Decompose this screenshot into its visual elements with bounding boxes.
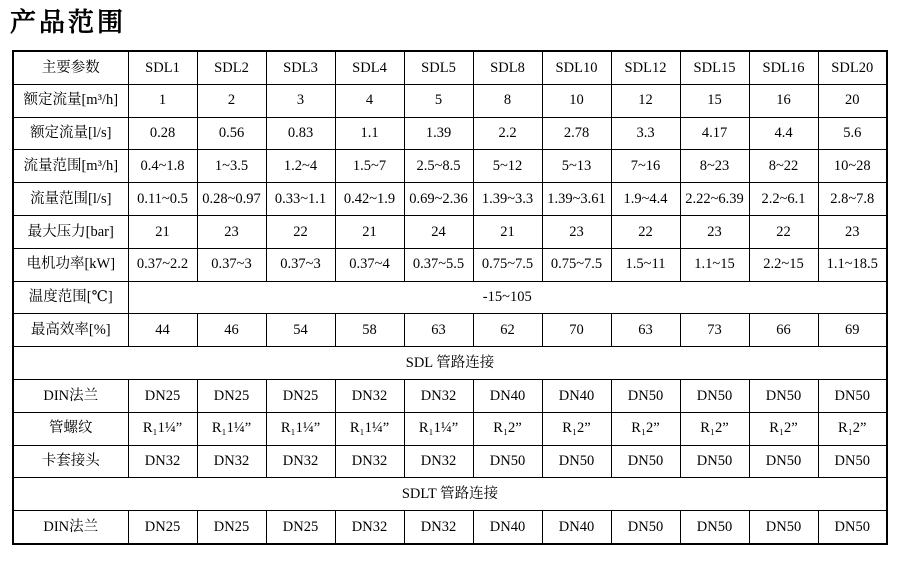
value-cell: DN50 [473, 445, 542, 478]
value-cell: 1~3.5 [197, 150, 266, 183]
value-cell: 2.2~15 [749, 248, 818, 281]
table-row-max-efficiency [13, 314, 887, 347]
row-label: 额定流量[m³/h] [13, 84, 128, 117]
table-row-din-flange-sdl [13, 379, 887, 412]
value-cell: 23 [818, 215, 887, 248]
value-cell: DN32 [197, 445, 266, 478]
value-cell: 1.1 [335, 117, 404, 150]
value-cell: 2.5~8.5 [404, 150, 473, 183]
value-cell: 44 [128, 314, 197, 347]
value-cell: 2 [197, 84, 266, 117]
value-cell: 0.33~1.1 [266, 183, 335, 216]
value-cell: DN50 [611, 511, 680, 544]
value-cell: 0.37~2.2 [128, 248, 197, 281]
value-cell: 8~23 [680, 150, 749, 183]
value-cell: 23 [542, 215, 611, 248]
value-cell: DN25 [197, 511, 266, 544]
value-cell: 0.28 [128, 117, 197, 150]
value-cell: 58 [335, 314, 404, 347]
value-cell: 5~13 [542, 150, 611, 183]
row-label: 温度范围[℃] [13, 281, 128, 314]
value-cell: 69 [818, 314, 887, 347]
row-label: DIN法兰 [13, 511, 128, 544]
value-cell: R₁1¼” [404, 412, 473, 445]
value-cell: DN25 [128, 511, 197, 544]
table-row-din-flange-sdlt [13, 511, 887, 544]
value-cell: 0.83 [266, 117, 335, 150]
table-row-rated-flow-ls [13, 117, 887, 150]
table-row-rated-flow-m3h [13, 84, 887, 117]
value-cell: 0.37~3 [266, 248, 335, 281]
value-cell: 2.2 [473, 117, 542, 150]
row-label: 流量范围[l/s] [13, 183, 128, 216]
value-cell: R₁1¼” [197, 412, 266, 445]
value-cell: 20 [818, 84, 887, 117]
model-header: SDL8 [473, 51, 542, 84]
value-cell: 1.5~11 [611, 248, 680, 281]
section-title: SDL 管路连接 [13, 347, 887, 380]
value-cell: DN25 [128, 379, 197, 412]
value-cell: DN25 [266, 379, 335, 412]
value-cell: 1.1~15 [680, 248, 749, 281]
value-cell: 63 [404, 314, 473, 347]
value-cell: R₁2” [680, 412, 749, 445]
value-cell: R₁2” [473, 412, 542, 445]
value-cell: R₁1¼” [128, 412, 197, 445]
value-cell: 22 [749, 215, 818, 248]
value-cell: 21 [473, 215, 542, 248]
value-cell: 10 [542, 84, 611, 117]
value-cell: DN32 [404, 445, 473, 478]
value-cell: R₁2” [818, 412, 887, 445]
value-cell: DN32 [335, 511, 404, 544]
value-cell: 4.4 [749, 117, 818, 150]
model-header: SDL4 [335, 51, 404, 84]
header-label-cell: 主要参数 [13, 51, 128, 84]
value-cell: 0.42~1.9 [335, 183, 404, 216]
value-cell: 1 [128, 84, 197, 117]
value-cell: 2.22~6.39 [680, 183, 749, 216]
temperature-range-cell: -15~105 [128, 281, 887, 314]
row-label: 额定流量[l/s] [13, 117, 128, 150]
model-header: SDL5 [404, 51, 473, 84]
value-cell: DN50 [680, 445, 749, 478]
value-cell: DN50 [680, 511, 749, 544]
value-cell: 2.2~6.1 [749, 183, 818, 216]
table-row-pipe-thread [13, 412, 887, 445]
value-cell: 70 [542, 314, 611, 347]
value-cell: DN32 [404, 379, 473, 412]
value-cell: 21 [128, 215, 197, 248]
value-cell: 3.3 [611, 117, 680, 150]
value-cell: 46 [197, 314, 266, 347]
value-cell: 5 [404, 84, 473, 117]
value-cell: 1.2~4 [266, 150, 335, 183]
value-cell: 1.39 [404, 117, 473, 150]
value-cell: 21 [335, 215, 404, 248]
row-label: DIN法兰 [13, 379, 128, 412]
value-cell: DN50 [749, 511, 818, 544]
value-cell: R₁2” [611, 412, 680, 445]
value-cell: 73 [680, 314, 749, 347]
value-cell: DN50 [611, 379, 680, 412]
product-range-table [12, 50, 888, 545]
value-cell: 23 [680, 215, 749, 248]
value-cell: DN40 [473, 379, 542, 412]
value-cell: 22 [611, 215, 680, 248]
value-cell: 8 [473, 84, 542, 117]
value-cell: 12 [611, 84, 680, 117]
value-cell: 1.39~3.61 [542, 183, 611, 216]
value-cell: 4 [335, 84, 404, 117]
value-cell: 8~22 [749, 150, 818, 183]
row-label: 最大压力[bar] [13, 215, 128, 248]
row-label: 最高效率[%] [13, 314, 128, 347]
row-label: 流量范围[m³/h] [13, 150, 128, 183]
value-cell: DN32 [335, 445, 404, 478]
model-header: SDL16 [749, 51, 818, 84]
value-cell: 62 [473, 314, 542, 347]
value-cell: DN50 [749, 445, 818, 478]
section-title: SDLT 管路连接 [13, 478, 887, 511]
value-cell: DN32 [335, 379, 404, 412]
value-cell: 0.4~1.8 [128, 150, 197, 183]
value-cell: DN40 [542, 511, 611, 544]
value-cell: DN50 [818, 445, 887, 478]
model-header: SDL10 [542, 51, 611, 84]
value-cell: DN40 [473, 511, 542, 544]
table-header-row [13, 51, 887, 84]
model-header: SDL15 [680, 51, 749, 84]
row-label: 电机功率[kW] [13, 248, 128, 281]
value-cell: 1.5~7 [335, 150, 404, 183]
value-cell: DN50 [818, 379, 887, 412]
table-row-motor-power [13, 248, 887, 281]
model-header: SDL12 [611, 51, 680, 84]
value-cell: DN50 [611, 445, 680, 478]
value-cell: 3 [266, 84, 335, 117]
value-cell: 22 [266, 215, 335, 248]
value-cell: R₁1¼” [266, 412, 335, 445]
table-row-max-pressure [13, 215, 887, 248]
value-cell: DN25 [197, 379, 266, 412]
value-cell: 0.75~7.5 [473, 248, 542, 281]
table-row-flow-range-ls [13, 183, 887, 216]
model-header: SDL1 [128, 51, 197, 84]
value-cell: 15 [680, 84, 749, 117]
value-cell: 54 [266, 314, 335, 347]
value-cell: 4.17 [680, 117, 749, 150]
value-cell: DN32 [128, 445, 197, 478]
model-header: SDL2 [197, 51, 266, 84]
value-cell: 5~12 [473, 150, 542, 183]
value-cell: DN32 [404, 511, 473, 544]
table-row-compression-fitting [13, 445, 887, 478]
value-cell: DN32 [266, 445, 335, 478]
row-label: 管螺纹 [13, 412, 128, 445]
value-cell: 5.6 [818, 117, 887, 150]
value-cell: DN50 [818, 511, 887, 544]
value-cell: 10~28 [818, 150, 887, 183]
model-header: SDL20 [818, 51, 887, 84]
value-cell: 1.1~18.5 [818, 248, 887, 281]
value-cell: R₁1¼” [335, 412, 404, 445]
table-row-flow-range-m3h [13, 150, 887, 183]
value-cell: 0.28~0.97 [197, 183, 266, 216]
value-cell: 63 [611, 314, 680, 347]
row-label: 卡套接头 [13, 445, 128, 478]
value-cell: R₁2” [542, 412, 611, 445]
value-cell: 1.9~4.4 [611, 183, 680, 216]
value-cell: DN50 [749, 379, 818, 412]
value-cell: 0.69~2.36 [404, 183, 473, 216]
value-cell: DN40 [542, 379, 611, 412]
value-cell: 2.78 [542, 117, 611, 150]
page-title: 产品范围 [10, 8, 127, 38]
section-row-sdl-connection [13, 347, 887, 380]
value-cell: 0.56 [197, 117, 266, 150]
model-header: SDL3 [266, 51, 335, 84]
value-cell: 16 [749, 84, 818, 117]
value-cell: DN25 [266, 511, 335, 544]
value-cell: 23 [197, 215, 266, 248]
value-cell: DN50 [680, 379, 749, 412]
value-cell: 2.8~7.8 [818, 183, 887, 216]
value-cell: DN50 [542, 445, 611, 478]
value-cell: 0.37~4 [335, 248, 404, 281]
value-cell: 0.37~5.5 [404, 248, 473, 281]
table-row-temperature [13, 281, 887, 314]
value-cell: 7~16 [611, 150, 680, 183]
value-cell: 0.37~3 [197, 248, 266, 281]
section-row-sdlt-connection [13, 478, 887, 511]
value-cell: 0.75~7.5 [542, 248, 611, 281]
value-cell: 0.11~0.5 [128, 183, 197, 216]
value-cell: 24 [404, 215, 473, 248]
value-cell: 1.39~3.3 [473, 183, 542, 216]
value-cell: 66 [749, 314, 818, 347]
value-cell: R₁2” [749, 412, 818, 445]
